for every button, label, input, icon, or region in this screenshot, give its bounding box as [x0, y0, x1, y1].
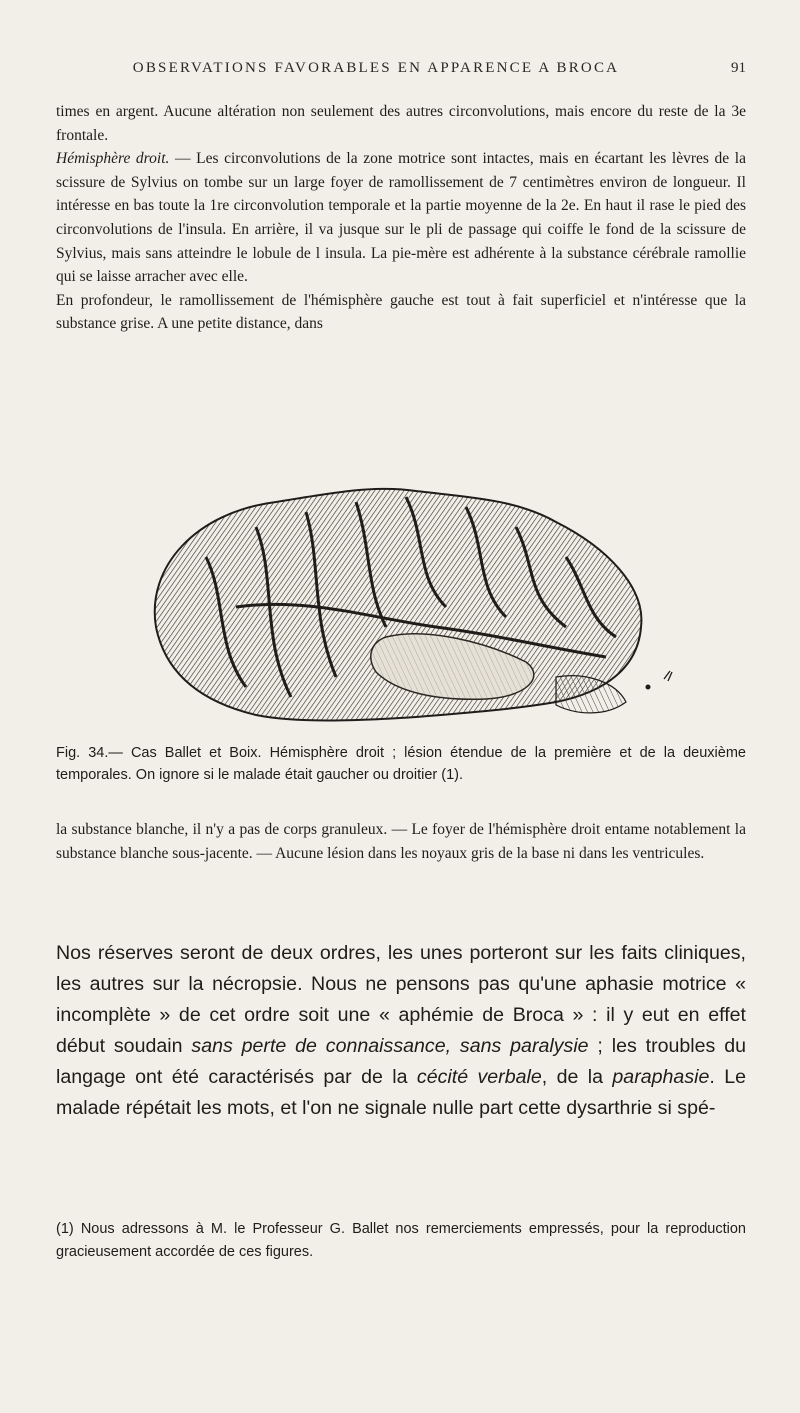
emphasis: cécité verbale — [416, 1066, 542, 1088]
running-head — [56, 60, 746, 86]
paragraph-text: — Les circonvolutions de la zone motrice sont intactes, mais en écartant les lèvres de la scissure de Sylvius on tombe sur un large foyer de ramollissement de 7 centimètres environ de longueur. Il intéresse en bas toute la 1re circonvolution temporale et la partie moyenne de la 2e. En haut il rase le pied des circonvolutions de l'insula. En arrière, il va jusque sur le pli de passage qui coiffe le fond de la scissure de Sylvius, mais sans atteindre le lobule de l insula. La pie-mère est adhérente à la substance cérébrale ramollie qui se laisse arracher avec elle. — [56, 150, 746, 286]
running-title: OBSERVATIONS FAVORABLES EN APPARENCE A BROCA — [132, 60, 620, 76]
paragraph: la substance blanche, il n'y a pas de corps granuleux. — Le foyer de l'hémisphère droit entame notablement la substance blanche sous-jacente. — Aucune lésion dans les noyaux gris de la base ni dans les ventricules. — [56, 821, 746, 862]
top-text — [56, 100, 746, 336]
section-label: Hémisphère droit. — [56, 150, 170, 168]
page-number: 91 — [731, 60, 746, 76]
emphasis: paraphasie — [612, 1066, 710, 1088]
mid-text — [56, 818, 746, 865]
paragraph: times en argent. Aucune altération non seulement des autres circonvolutions, mais encore du reste de la 3e frontale. — [56, 103, 746, 144]
paragraph-text: , de la — [541, 1066, 613, 1088]
emphasis: sans perte de connaissance, sans paralysie — [191, 1035, 589, 1057]
paragraph-text: ; les troubles du langage ont été caractérisés par de la — [56, 1035, 746, 1088]
paragraph-text: Nos réserves seront de deux ordres, les unes porteront sur les faits cliniques, les autres sur la nécropsie. Nous ne pensons pas qu'une aphasie motrice « incomplète » de cet ordre soit une « aphémie de Broca » : il y eut en effet début soudain — [56, 942, 746, 1057]
paragraph — [56, 147, 746, 289]
large-text — [56, 938, 746, 1124]
brain-figure — [86, 477, 726, 735]
paragraph: En profondeur, le ramollissement de l'hémisphère gauche est tout à fait superficiel et n'intéresse que la substance grise. A une petite distance, dans — [56, 291, 746, 333]
paragraph-text: . Le malade répétait les mots, et l'on ne signale nulle part cette dysarthrie si spé- — [56, 1066, 746, 1119]
brain-engraving-image — [86, 477, 726, 735]
footnote-mark: (1) — [56, 1221, 74, 1237]
figure-caption: Fig. 34.— Cas Ballet et Boix. Hémisphère droit ; lésion étendue de la première et de la deuxième temporales. On ignore si le malade était gaucher ou droitier (1). — [56, 745, 746, 783]
paragraph — [56, 938, 746, 1124]
footnote-text: Nous adressons à M. le Professeur G. Ballet nos remerciements empressés, pour la reproduction gracieusement accordée de ces figures. — [56, 1221, 746, 1260]
footnote — [56, 1218, 746, 1264]
